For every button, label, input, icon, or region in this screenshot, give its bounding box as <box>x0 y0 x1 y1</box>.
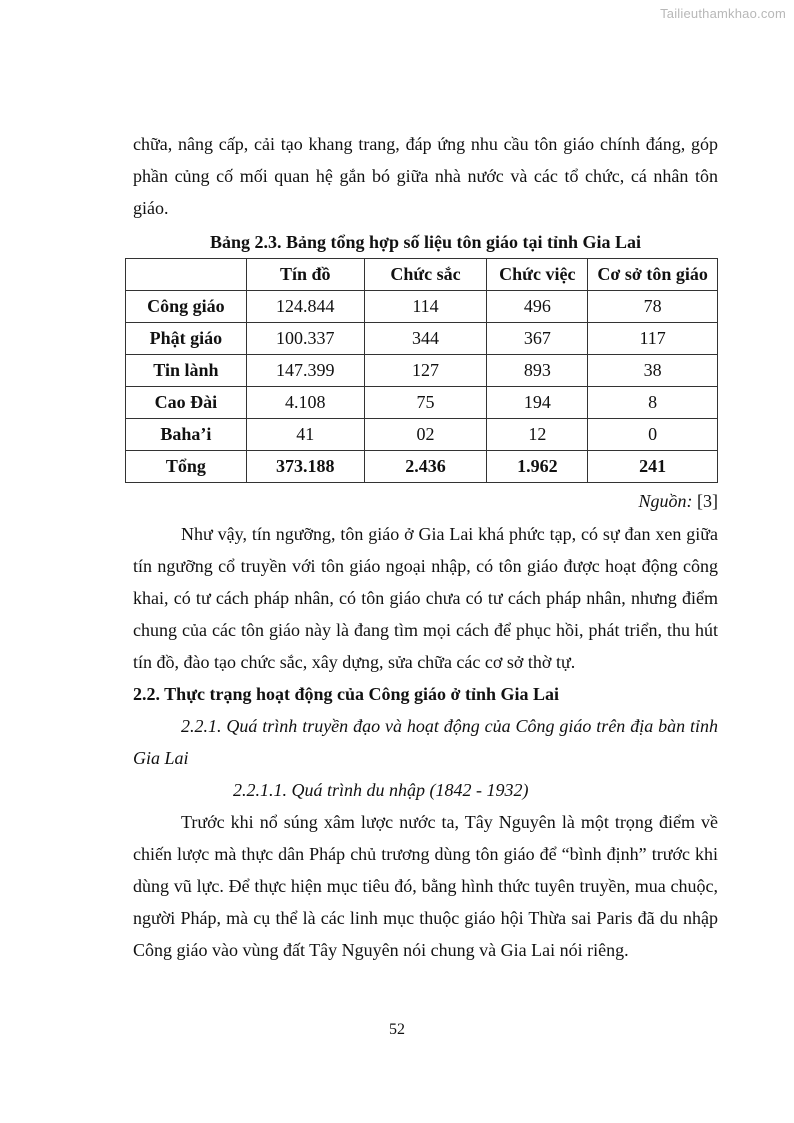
header-cell-empty <box>126 259 247 291</box>
row-label: Baha’i <box>126 419 247 451</box>
table-source <box>639 491 719 512</box>
table-row <box>126 419 718 451</box>
section-heading-2-2-1: 2.2.1. Quá trình truyền đạo và hoạt động của Công giáo trên địa bàn tỉnh Gia Lai <box>133 716 718 768</box>
table-cell: 117 <box>588 323 718 355</box>
table-row <box>126 355 718 387</box>
table-cell: 367 <box>487 323 588 355</box>
row-label: Công giáo <box>126 291 247 323</box>
table-cell: 344 <box>364 323 487 355</box>
table-cell: 02 <box>364 419 487 451</box>
table-cell: 41 <box>246 419 364 451</box>
table-cell: 4.108 <box>246 387 364 419</box>
row-label: Tin lành <box>126 355 247 387</box>
table-row <box>126 323 718 355</box>
total-label: Tổng <box>126 451 247 483</box>
table-title: Bảng 2.3. Bảng tổng hợp số liệu tôn giáo tại tỉnh Gia Lai <box>209 232 642 252</box>
table-cell: 893 <box>487 355 588 387</box>
table-cell: 194 <box>487 387 588 419</box>
table-row <box>126 291 718 323</box>
intro-block <box>133 128 718 224</box>
table-cell: 114 <box>364 291 487 323</box>
row-label: Cao Đài <box>126 387 247 419</box>
table-total-row <box>126 451 718 483</box>
paragraph-history: Trước khi nổ súng xâm lược nước ta, Tây Nguyên là một trọng điểm về chiến lược mà thực dân Pháp chủ trương dùng tôn giáo để “bình định” trước khi dùng vũ lực. Để thực hiện mục tiêu đó, bằng hình thức tuyên truyền, mua chuộc, người Pháp, mà cụ thể là các linh mục thuộc giáo hội Thừa sai Paris đã du nhập Công giáo vào vùng đất Tây Nguyên nói chung và Gia Lai nói riêng. <box>133 812 718 960</box>
section-heading-2-2-1-1: 2.2.1.1. Quá trình du nhập (1842 - 1932) <box>233 780 529 800</box>
page-number: 52 <box>389 1021 405 1038</box>
total-cell: 2.436 <box>364 451 487 483</box>
body-block <box>133 518 718 966</box>
table-cell: 496 <box>487 291 588 323</box>
table-cell: 75 <box>364 387 487 419</box>
watermark: Tailieuthamkhao.com <box>660 6 786 21</box>
table-header-row <box>126 259 718 291</box>
table-row <box>126 387 718 419</box>
table-cell: 38 <box>588 355 718 387</box>
religion-statistics-table <box>125 258 718 483</box>
table-cell: 78 <box>588 291 718 323</box>
table-cell: 147.399 <box>246 355 364 387</box>
table-cell: 12 <box>487 419 588 451</box>
table-cell: 100.337 <box>246 323 364 355</box>
total-cell: 241 <box>588 451 718 483</box>
table-cell: 8 <box>588 387 718 419</box>
table-cell: 124.844 <box>246 291 364 323</box>
header-cell-dignitaries: Chức sắc <box>364 259 487 291</box>
source-label: Nguồn: <box>638 491 693 511</box>
intro-paragraph: chữa, nâng cấp, cải tạo khang trang, đáp ứng nhu cầu tôn giáo chính đáng, góp phần củng cố mối quan hệ gắn bó giữa nhà nước và các tổ chức, cá nhân tôn giáo. <box>133 134 718 218</box>
section-heading-2-2: 2.2. Thực trạng hoạt động của Công giáo ở tỉnh Gia Lai <box>133 684 560 704</box>
table-cell: 0 <box>588 419 718 451</box>
header-cell-followers: Tín đồ <box>246 259 364 291</box>
paragraph-summary: Như vậy, tín ngưỡng, tôn giáo ở Gia Lai khá phức tạp, có sự đan xen giữa tín ngưỡng cổ truyền với tôn giáo ngoại nhập, có tôn giáo được hoạt động công khai, có tư cách pháp nhân, có tôn giáo chưa có tư cách pháp nhân, nhưng điểm chung của các tôn giáo này là đang tìm mọi cách để phục hồi, phát triển, thu hút tín đồ, đào tạo chức sắc, xây dựng, sửa chữa các cơ sở thờ tự. <box>133 524 718 672</box>
row-label: Phật giáo <box>126 323 247 355</box>
header-cell-officials: Chức việc <box>487 259 588 291</box>
total-cell: 1.962 <box>487 451 588 483</box>
total-cell: 373.188 <box>246 451 364 483</box>
source-reference: [3] <box>697 491 718 511</box>
table-cell: 127 <box>364 355 487 387</box>
header-cell-facilities: Cơ sở tôn giáo <box>588 259 718 291</box>
